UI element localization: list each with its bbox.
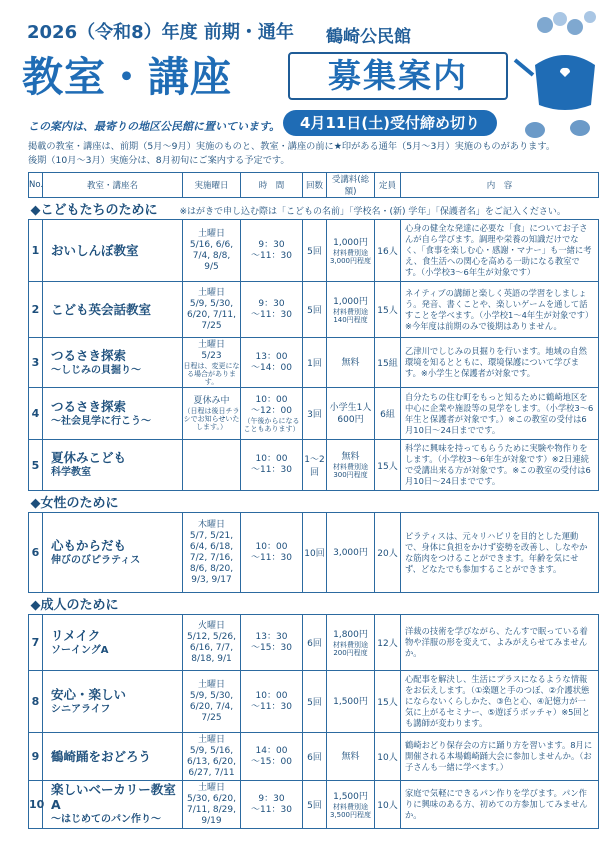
course-row[interactable] (29, 282, 599, 338)
course-row[interactable] (29, 440, 599, 491)
course-title: 安心・楽しい (51, 686, 127, 702)
col-capacity: 定員 (375, 173, 401, 198)
course-fee: 無料 (327, 338, 375, 388)
course-day: 木曜日 5/7, 5/21, 6/4, 6/18, 7/2, 7/16, 8/6, 8/20, 9/3, 9/17 (183, 513, 241, 593)
course-number: 4 (29, 388, 43, 440)
course-fee: 1,000円 材料費別途 3,000円程度 (327, 220, 375, 282)
course-time: 14：00 〜15：00 (241, 733, 303, 781)
course-description: 自分たちの住む町をもっと知るために鶴崎地区を中心に企業や施設等の見学をします。（小学校3〜6年生と保護者が対象です。）※この教室の受付は6月10日〜24日までです。 (401, 388, 599, 440)
fee-note: 材料費別途 3,000円程度 (329, 248, 372, 265)
course-fee: 1,500円 (327, 671, 375, 733)
course-count: 1〜2回 (303, 440, 327, 491)
col-time: 時 間 (241, 173, 303, 198)
course-name[interactable] (43, 338, 183, 388)
section-cell (29, 198, 599, 220)
course-row[interactable] (29, 513, 599, 593)
course-description: 家庭で気軽にできるパン作りを学びます。パン作りに興味のある方、初めての方参加してみませんか。 (401, 781, 599, 829)
course-title: おいしんぼ教室 (51, 243, 139, 258)
course-number: 8 (29, 671, 43, 733)
flower-watering-can-icon (505, 5, 603, 145)
section-cell (29, 593, 599, 615)
course-fee: 1,800円 材料費別途 200円程度 (327, 615, 375, 671)
table-header (29, 173, 599, 198)
fee-note: 材料費別途 3,500円程度 (329, 802, 372, 819)
course-time: 9：30 〜11：30 (241, 781, 303, 829)
course-name[interactable] (43, 220, 183, 282)
course-fee: 1,000円 材料費別途 140円程度 (327, 282, 375, 338)
course-capacity: 6組 (375, 388, 401, 440)
course-number: 10 (29, 781, 43, 829)
course-capacity: 15人 (375, 671, 401, 733)
time-note: （午後からになることもあります） (243, 416, 300, 433)
course-title: つるさき探索 (51, 398, 127, 414)
course-description: ピラティスは、元々リハビリを目的とした運動で、身体に負担をかけず姿勢を改善し、しなやかな筋肉をつけることができます。年齢を気にせず、どなたでも参加することができます。 (401, 513, 599, 593)
course-title: 心もからだも (51, 537, 127, 553)
col-day: 実施曜日 (183, 173, 241, 198)
course-number: 7 (29, 615, 43, 671)
course-table (28, 172, 599, 829)
course-count: 10回 (303, 513, 327, 593)
course-day (183, 440, 241, 491)
course-title: こども英会話教室 (51, 302, 152, 317)
course-fee: 小学生1人 600円 (327, 388, 375, 440)
facility-name: 鶴崎公民館 (326, 27, 411, 47)
course-title: 楽しいベーカリー教室A (51, 782, 176, 812)
course-count: 1回 (303, 338, 327, 388)
col-name: 教室・講座名 (43, 173, 183, 198)
col-count: 回数 (303, 173, 327, 198)
course-day: 火曜日 5/12, 5/26, 6/16, 7/7, 8/18, 9/1 (183, 615, 241, 671)
course-number: 1 (29, 220, 43, 282)
course-time: 9：30 〜11：30 (241, 282, 303, 338)
section-title: ◆こどもたちのために (30, 203, 158, 218)
title-right: 募集案内 (288, 52, 508, 100)
course-subtitle: ソーイングA (51, 644, 109, 656)
course-time: 13：30 〜15：30 (241, 615, 303, 671)
course-subtitle: シニアライフ (51, 703, 111, 715)
course-row[interactable] (29, 733, 599, 781)
course-capacity: 15組 (375, 338, 401, 388)
course-subtitle: 〜しじみの貝掘り〜 (51, 364, 141, 376)
section-cell (29, 491, 599, 513)
course-title: 鶴崎踊をおどろう (51, 749, 152, 764)
course-count: 5回 (303, 282, 327, 338)
course-count: 6回 (303, 615, 327, 671)
section-row (29, 593, 599, 615)
course-row[interactable] (29, 338, 599, 388)
course-count: 5回 (303, 671, 327, 733)
course-time: 10：00 〜12：00 （午後からになることもあります） (241, 388, 303, 440)
fee-note: 材料費別途 200円程度 (333, 640, 368, 657)
header (0, 0, 603, 175)
course-name[interactable] (43, 440, 183, 491)
course-title: リメイク (51, 627, 101, 643)
course-count: 5回 (303, 220, 327, 282)
intro-line-2: 後期（10月〜3月）実施分は、8月初旬にご案内する予定です。 (28, 155, 290, 166)
notice-text: この案内は、最寄りの地区公民館に置いています。 (28, 120, 281, 133)
course-capacity: 12人 (375, 615, 401, 671)
course-day: 土曜日 5/30, 6/20, 7/11, 8/29, 9/19 (183, 781, 241, 829)
course-time: 10：00 〜11：30 (241, 671, 303, 733)
col-no: No. (29, 173, 43, 198)
section-note: ※はがきで申し込む際は「こどもの名前」「学校名・(新) 学年」「保護者名」をご記入ください。 (179, 207, 566, 217)
course-row[interactable] (29, 388, 599, 440)
course-fee: 1,500円 材料費別途 3,500円程度 (327, 781, 375, 829)
course-subtitle: 〜はじめてのパン作り〜 (51, 814, 161, 825)
course-name[interactable] (43, 615, 183, 671)
course-description: ネイティブの講師と楽しく英語の学習をしましょう。発音、書くことや、楽しいゲームを通して話すことを学べます。（小学校1〜4年生が対象です）※今年度は前期のみで後期はありません。 (401, 282, 599, 338)
course-capacity: 15人 (375, 282, 401, 338)
course-description: 乙津川でしじみの貝掘りを行います。地域の自然環境を知るとともに、環境保護について学びます。※小学生と保護者が対象です。 (401, 338, 599, 388)
course-row[interactable] (29, 220, 599, 282)
course-name[interactable] (43, 671, 183, 733)
day-note: （日程は後日チラシでお知らせいたします。） (183, 407, 240, 431)
course-row[interactable] (29, 615, 599, 671)
course-capacity: 10人 (375, 781, 401, 829)
course-capacity: 16人 (375, 220, 401, 282)
course-day: 土曜日 5/16, 6/6, 7/4, 8/8, 9/5 (183, 220, 241, 282)
intro-line-1: 掲載の教室・講座は、前期（5月〜9月）実施のものと、教室・講座の前に★印がある通年（5月〜3月）実施のものがあります。 (28, 141, 556, 152)
course-number: 6 (29, 513, 43, 593)
course-count: 5回 (303, 781, 327, 829)
course-capacity: 15人 (375, 440, 401, 491)
course-subtitle: 〜社会見学に行こう〜 (51, 415, 151, 427)
col-content: 内 容 (401, 173, 599, 198)
course-count: 6回 (303, 733, 327, 781)
course-description: 心配事を解決し、生活にプラスになるような情報をお伝えします。（①楽題と手のつぼ、②介護状態にならないくらしかた、③色と心、④記憶力が一気に上がるセミナー、⑤遊ぼうボッチャ）※5回とも講師が変わります。 (401, 671, 599, 733)
course-day: 土曜日 5/9, 5/30, 6/20, 7/11, 7/25 (183, 282, 241, 338)
course-subtitle: 伸びのびピラティス (51, 554, 141, 566)
title-left: 教室・講座 (22, 53, 232, 101)
course-day: 土曜日 5/23 日程は、変更になる場合があります。 (183, 339, 240, 386)
course-time: 10：00 〜11：30 (241, 440, 303, 491)
course-number: 9 (29, 733, 43, 781)
course-capacity: 20人 (375, 513, 401, 593)
day-note: 日程は、変更になる場合があります。 (183, 361, 240, 386)
col-fee: 受講料(総額) (327, 173, 375, 198)
course-row[interactable] (29, 671, 599, 733)
course-description: 科学に興味を持ってもらうために実験や物作りをします。（小学校3〜6年生が対象です）※2日連続で受講出来る方が対象です。※この教室の受付は6月10日〜24日までです。 (401, 440, 599, 491)
course-row[interactable] (29, 781, 599, 829)
section-row (29, 198, 599, 220)
course-name[interactable] (43, 282, 183, 338)
course-name[interactable] (43, 781, 183, 829)
fee-note: 材料費別途 140円程度 (333, 307, 368, 324)
course-day: 土曜日 5/9, 5/16, 6/13, 6/20, 6/27, 7/11 (183, 733, 241, 781)
course-title: 夏休みこども (51, 450, 127, 465)
course-fee: 無料 (327, 733, 375, 781)
section-title: ◆成人のために (30, 598, 119, 613)
fee-note: 材料費別途 300円程度 (333, 463, 368, 479)
course-number: 3 (29, 338, 43, 388)
course-description: 心身の健全な発達に必要な「食」についてお子さんが自ら学びます。調理や栄養の知識だけでなく、「食事を楽しむ心・感謝・マナー」も一緒に考え、食生活への関心を高める一助になる教室です。（小学校3〜6年生が対象です） (401, 220, 599, 282)
course-capacity: 10人 (375, 733, 401, 781)
course-time: 10：00 〜11：30 (241, 513, 303, 593)
course-subtitle: 科学教室 (51, 467, 91, 478)
course-name[interactable] (43, 733, 183, 781)
year-line: 2026（令和8）年度 前期・通年 (27, 22, 294, 43)
course-day: 土曜日 5/9, 5/30, 6/20, 7/4, 7/25 (183, 671, 241, 733)
course-name[interactable] (43, 513, 183, 593)
course-number: 5 (29, 440, 43, 491)
course-fee: 3,000円 (327, 513, 375, 593)
course-description: 洋裁の技術を学びながら、たんすで眠っている着物や洋服の形を変えて、よみがえらせてみませんか。 (401, 615, 599, 671)
section-title: ◆女性のために (30, 496, 119, 511)
section-row (29, 491, 599, 513)
course-time: 9：30 〜11：30 (241, 220, 303, 282)
course-day: 夏休み中 （日程は後日チラシでお知らせいたします。） (183, 388, 241, 440)
course-number: 2 (29, 282, 43, 338)
course-fee: 無料 材料費別途 300円程度 (327, 440, 375, 491)
course-count: 3回 (303, 388, 327, 440)
course-description: 鶴崎おどり保存会の方に踊り方を習います。8月に開催される本場鶴崎踊大会に参加しませんか。（お子さんも一緒に学べます。） (401, 733, 599, 781)
course-time: 13：00 〜14：00 (241, 338, 303, 388)
deadline-badge: 4月11日(土)受付締め切り (283, 110, 497, 136)
course-name[interactable] (43, 388, 183, 440)
course-title: つるさき探索 (51, 347, 127, 363)
